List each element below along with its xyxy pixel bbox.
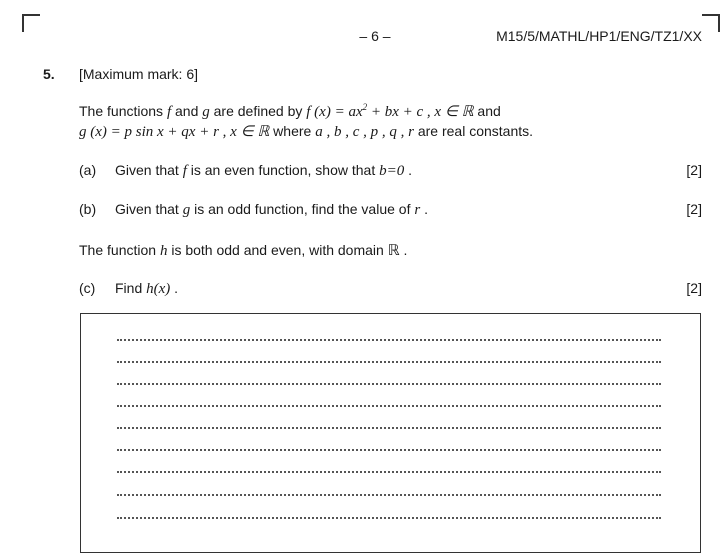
page-number: – 6 – <box>359 28 391 44</box>
paper-code: M15/5/MATHL/HP1/ENG/TZ1/XX <box>496 28 702 44</box>
part-c-text: Find h(x) . <box>115 280 179 297</box>
part-a-label: (a) <box>79 162 97 178</box>
answer-line[interactable] <box>117 383 661 385</box>
answer-line[interactable] <box>117 405 661 407</box>
corner-mark-right <box>702 14 720 32</box>
answer-line[interactable] <box>117 494 661 496</box>
var-g: g <box>202 104 210 120</box>
constants-list: a , b , c , p , q , r <box>315 124 414 140</box>
var-f: f <box>166 104 172 120</box>
answer-line[interactable] <box>117 427 661 429</box>
part-c-label: (c) <box>79 280 96 296</box>
answer-line[interactable] <box>117 361 661 363</box>
part-b-text: Given that g is an odd function, find the value of r . <box>115 201 428 218</box>
answer-line[interactable] <box>117 339 661 341</box>
part-a-mark: [2] <box>686 162 702 178</box>
h-statement: The function h is both odd and even, with domain ℝ . <box>79 242 408 259</box>
part-a-text: Given that f is an even function, show that b=0 . <box>115 162 413 179</box>
f-definition: f $(x) = ax^2$ + bx + c , x ∈ ℝ <box>306 102 474 120</box>
maximum-mark: [Maximum mark: 6] <box>79 66 199 82</box>
part-b-label: (b) <box>79 201 97 217</box>
part-b-mark: [2] <box>686 201 702 217</box>
corner-mark-left <box>22 14 40 32</box>
answer-line[interactable] <box>117 471 661 473</box>
part-c-mark: [2] <box>686 280 702 296</box>
intro-line-1: The functions f and g are defined by f $(x) = ax^2$ + bx + c , x ∈ ℝ and <box>79 102 501 120</box>
intro-line-2: g (x) = p sin x + qx + r , x ∈ ℝ where a , b , c , p , q , r are real constants. <box>79 123 534 140</box>
answer-line[interactable] <box>117 449 661 451</box>
g-definition: g (x) = p sin x + qx + r , x ∈ ℝ <box>79 124 270 140</box>
question-number: 5. <box>43 66 55 82</box>
answer-line[interactable] <box>117 517 661 519</box>
